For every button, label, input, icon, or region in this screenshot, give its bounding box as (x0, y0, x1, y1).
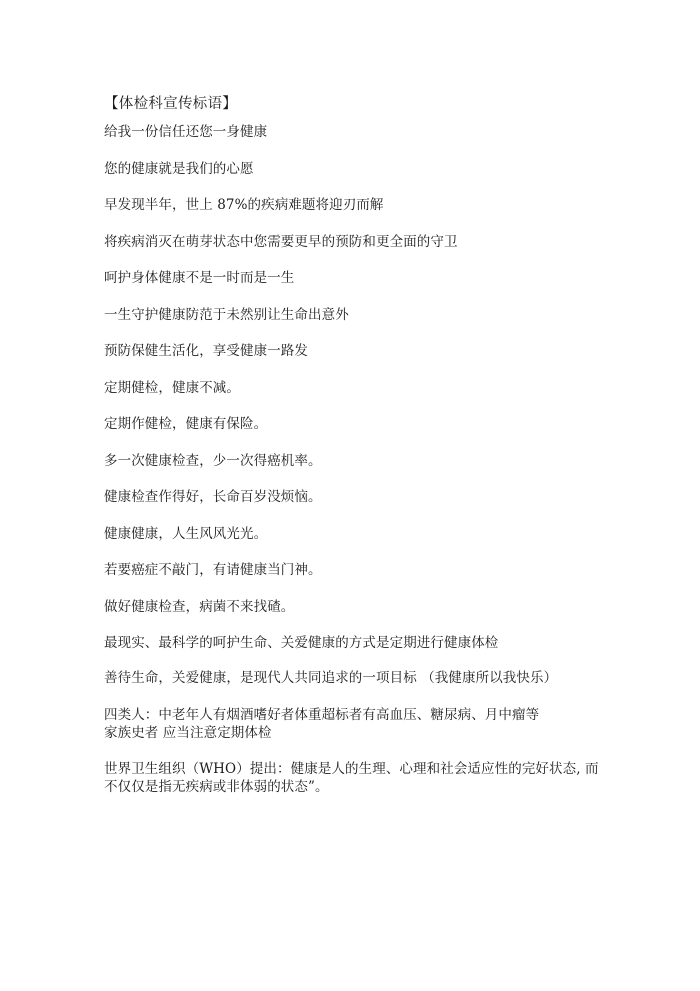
slogan-line: 给我一份信任还您一身健康 (104, 124, 268, 140)
document-title: 【体检科宣传标语】 (104, 96, 238, 112)
slogan-line: 呵护身体健康不是一时而是一生 (104, 270, 295, 286)
slogan-line: 多一次健康检查，少一次得癌机率。 (104, 453, 322, 469)
slogan-line: 一生守护健康防范于未然别让生命出意外 (104, 307, 349, 323)
slogan-paragraph: 世界卫生组织（WHO）提出：健康是人的生理、心理和社会适应性的完好状态, 而不仅仅是指无疾病或非体弱的状态”。 (104, 761, 599, 795)
slogan-line: 健康健康，人生风风光光。 (104, 526, 268, 542)
slogan-line: 定期作健检，健康有保险。 (104, 416, 268, 432)
slogan-line: 做好健康检查，病菌不来找碴。 (104, 599, 295, 615)
slogan-line: 最现实、最科学的呵护生命、关爱健康的方式是定期进行健康体检 (104, 635, 499, 651)
slogan-line: 善待生命，关爱健康，是现代人共同追求的一项目标 （我健康所以我快乐） (104, 670, 558, 686)
slogan-line: 健康检查作得好，长命百岁没烦恼。 (104, 489, 322, 505)
slogan-line: 您的健康就是我们的心愿 (104, 161, 254, 177)
slogan-line: 预防保健生活化，享受健康一路发 (104, 343, 308, 359)
slogan-line: 若要癌症不敲门，有请健康当门神。 (104, 562, 322, 578)
slogan-paragraph: 四类人：中老年人有烟酒嗜好者体重超标者有高血压、糖尿病、月中瘤等家族史者 应当注意定期体检 (104, 707, 540, 741)
slogan-line: 定期健检，健康不减。 (104, 380, 240, 396)
slogan-line: 将疾病消灭在萌芽状态中您需要更早的预防和更全面的守卫 (104, 234, 458, 250)
slogan-line: 早发现半年，世上 87%的疾病难题将迎刃而解 (104, 197, 384, 213)
